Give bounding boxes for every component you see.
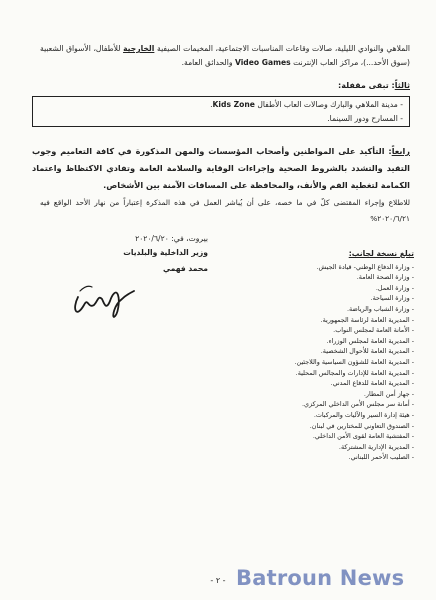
minister-title: وزير الداخلية والبلديات (123, 248, 208, 257)
distribution-item: - وزارة الشباب والرياضة. (254, 304, 414, 315)
distribution-item: - هيئة إدارة السير والآليات والمركبات. (254, 410, 414, 421)
distribution-item: - الصندوق التعاوني للمختارين في لبنان. (254, 421, 414, 432)
paragraph-emphasis (32, 143, 410, 194)
distribution-item: - المديرية العامة للدفاع المدني. (254, 378, 414, 389)
section-title: : تبقى مقفلة: (338, 81, 395, 90)
closed-item-1-suffix: . (210, 100, 213, 109)
distribution-item: - المديرية العامة للأحوال الشخصية. (254, 346, 414, 357)
distribution-title: تبلغ نسخة لجانب: (348, 249, 414, 258)
distribution-item: - الأمانة العامة لمجلس النواب. (254, 325, 414, 336)
signature-block (58, 232, 208, 276)
paragraph-effective-date: للاطلاع وإجراء المقتضى كلٌ في ما خصه، على أن يُباشر العمل في هذه المذكرة إعتباراً من نهار الأحد الواقع فيه ٢٠٢٠/٦/٢١% (40, 198, 410, 223)
distribution-item: - وزارة السياحة. (254, 293, 414, 304)
closed-item-theaters: - المسارح ودور السينما. (327, 114, 403, 123)
closed-venues-box (32, 96, 410, 127)
closed-item-1-ltr: Kids Zone (212, 100, 255, 109)
distribution-item: - وزارة الدفاع الوطني- قيادة الجيش. (254, 262, 414, 273)
closed-item-1-prefix: - مدينة الملاهي والبارك وصالات العاب الأطفال (254, 100, 403, 109)
distribution-item: - الصليب الأحمر اللبناني. (254, 452, 414, 463)
handwritten-signature (68, 275, 138, 323)
distribution-item: - المديرية العامة لمجلس الوزراء. (254, 336, 414, 347)
minister-name: محمد فهمي (162, 264, 208, 273)
distribution-item: - المفتشية العامة لقوى الأمن الداخلي. (254, 431, 414, 442)
p2-number: رابعاً (391, 146, 410, 156)
page-number: - ٢ - (210, 576, 226, 585)
place-date: بيروت، في: ٢٠٢٠/٦/٢٠ (135, 234, 208, 243)
distribution-items (254, 262, 414, 463)
p1-ltr-text: Video Games (234, 58, 291, 67)
distribution-item: - وزارة العمل. (254, 283, 414, 294)
distribution-item: - المديرية العامة للشؤون السياسية واللاجئين. (254, 357, 414, 368)
distribution-item: - المديرية العامة لرئاسة الجمهورية. (254, 315, 414, 326)
section-number: ثالثاً (394, 81, 410, 90)
distribution-item: - أمانة سر مجلس الأمن الداخلي المركزي. (254, 399, 414, 410)
distribution-item: - وزارة الصحة العامة. (254, 272, 414, 283)
watermark-logo (236, 566, 404, 590)
distribution-item: - المديرية الإدارية المشتركة. (254, 442, 414, 453)
p1-text-3: والحدائق العامة. (181, 58, 235, 67)
distribution-item: - المديرية العامة للإدارات والمجالس المحلية. (254, 368, 414, 379)
section-heading-closed (338, 81, 410, 90)
distribution-item: - جهاز أمن المطار. (254, 389, 414, 400)
paragraph-venues (40, 42, 410, 70)
p2-text: : التأكيد على المواطنين وأصحاب المؤسسات والمهن المذكورة في كافة التعاميم وجوب التقيد والتشدد بالشروط الصحية وإجراءات الوقاية والسلامة العامة وتفادي الاكتظاظ واعتماد الكمامة لتغطية الفم والأنف، والمحافظة على المسافات الآمنة بين الأشخاص. (32, 146, 410, 190)
p1-bold-word: الخارجية (123, 44, 155, 53)
closed-item-amusement (39, 98, 403, 112)
distribution-list (254, 249, 414, 463)
watermark-text: Batroun News (236, 566, 405, 590)
p1-text-2: للأطفال، الأسواق الشعبية (سوق الأحد...)، مراكز العاب الإنترنت (40, 44, 410, 67)
p1-text-1: الملاهي والنوادي الليلية، صالات وقاعات المناسبات الاجتماعية، المخيمات الصيفية (154, 44, 410, 53)
